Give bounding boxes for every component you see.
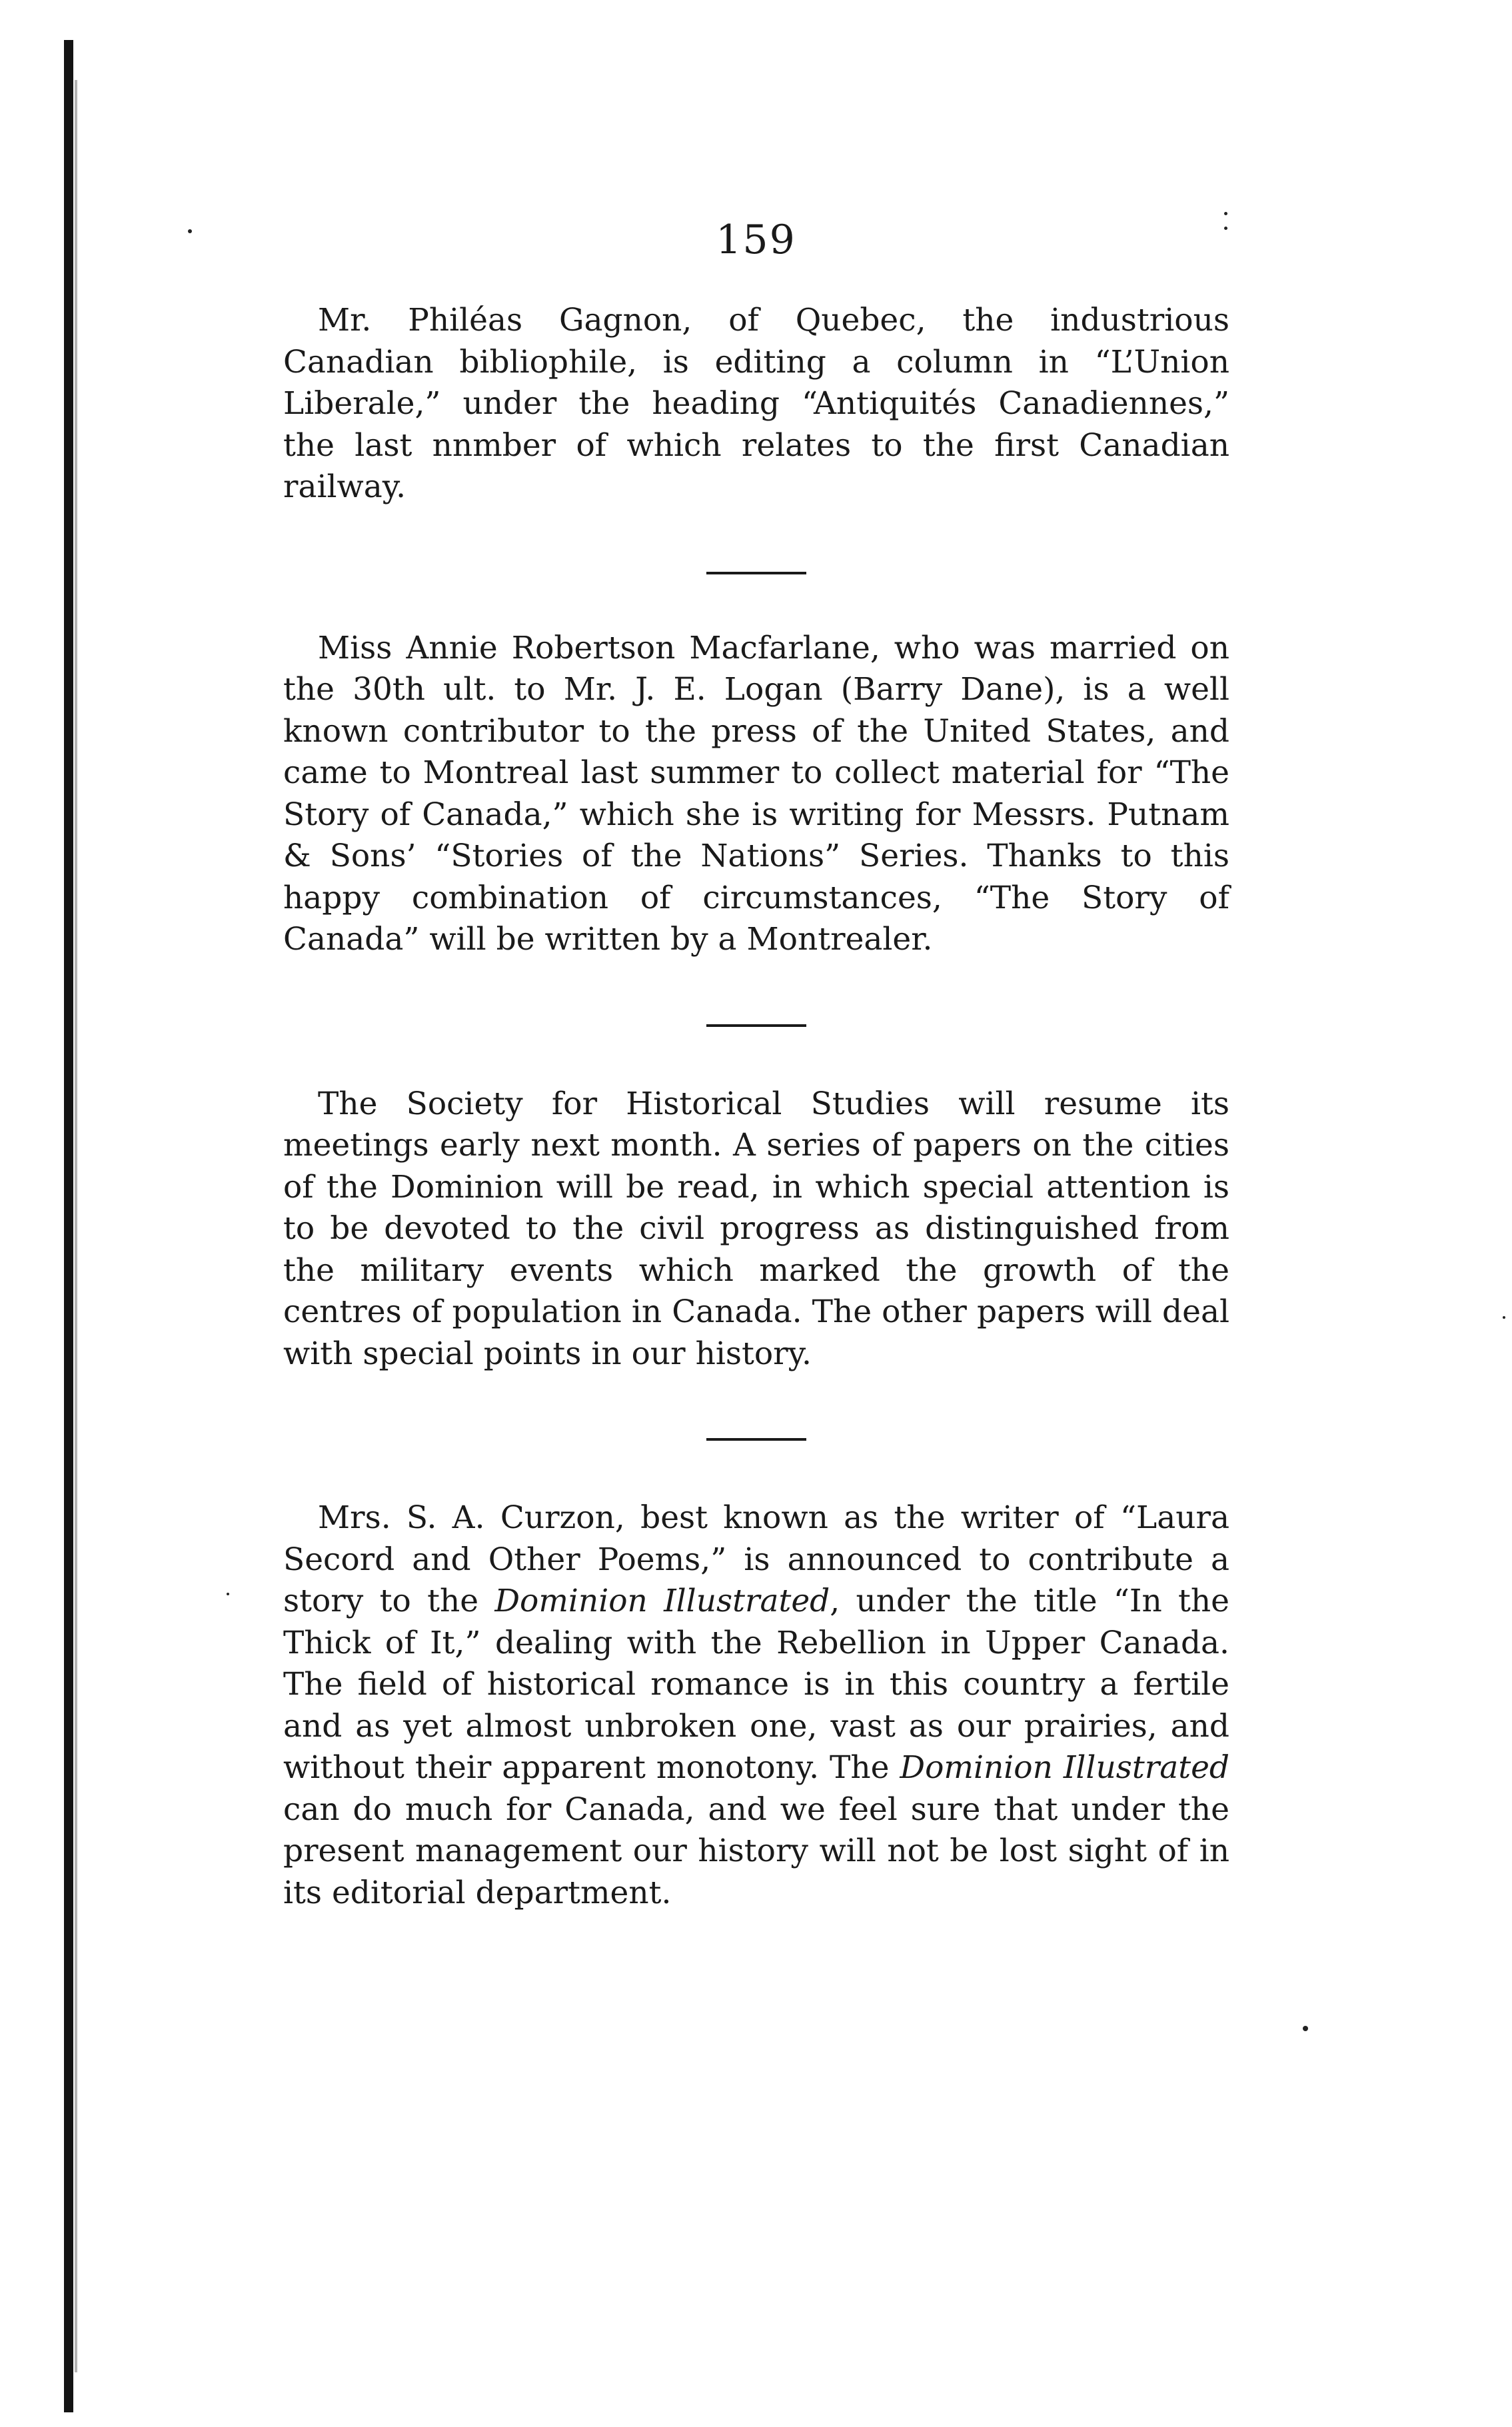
section-divider: [706, 572, 806, 574]
section-divider: [706, 1438, 806, 1441]
paragraph-text: , under the title “In the Thick of It,” dealing with the Rebellion in Upper Canada. The field of historical romance is in this country a fertile and as yet almost unbroken one, vast as our prairies, and without their apparent monotony. The: [283, 1583, 1229, 1786]
scan-speck: [1224, 212, 1227, 215]
scan-speck: [1503, 1316, 1505, 1319]
section-divider: [706, 1024, 806, 1027]
binding-shadow: [75, 80, 77, 2372]
page-number: 159: [716, 217, 796, 263]
article-paragraph: Mr. Philéas Gagnon, of Quebec, the industrious Canadian bibliophile, is editing a column in “L’Union Liberale,” under the heading “Antiquités Canadiennes,” the last nnmber of which relates to the first Canadian railway.: [283, 302, 1229, 505]
article-paragraph: [283, 1497, 1229, 1914]
article-paragraph: The Society for Historical Studies will resume its meetings early next month. A series of papers on the cities of the Dominion will be read, in which special attention is to be devoted to the civil progress as distinguished from the military events which marked the growth of the centres of population in Canada. The other papers will deal with special points in our history.: [283, 1085, 1229, 1372]
paragraph-text: Mrs. S. A. Curzon, best known as the writer of “Laura Secord and Other Poems,” is announced to contribute a story to the: [283, 1499, 1229, 1619]
article-paragraph: Miss Annie Robertson Macfarlane, who was married on the 30th ult. to Mr. J. E. Logan (Barry Dane), is a well known contributor to the press of the United States, and came to Montreal last summer to collect material for “The Story of Canada,” which she is writing for Messrs. Putnam & Sons’ “Stories of the Nations” Series. Thanks to this happy combination of circumstances, “The Story of Canada” will be written by a Montrealer.: [283, 629, 1229, 958]
paragraph-text: can do much for Canada, and we feel sure that under the present management our history will not be lost sight of in its editorial department.: [283, 1791, 1229, 1911]
scan-speck: [227, 1593, 229, 1595]
publication-title: Dominion Illustrated: [494, 1583, 830, 1619]
binding-edge: [64, 40, 73, 2412]
scan-speck: [1303, 2026, 1308, 2031]
publication-title: Dominion Illustrated: [900, 1749, 1230, 1786]
text-column: [283, 300, 1229, 1914]
